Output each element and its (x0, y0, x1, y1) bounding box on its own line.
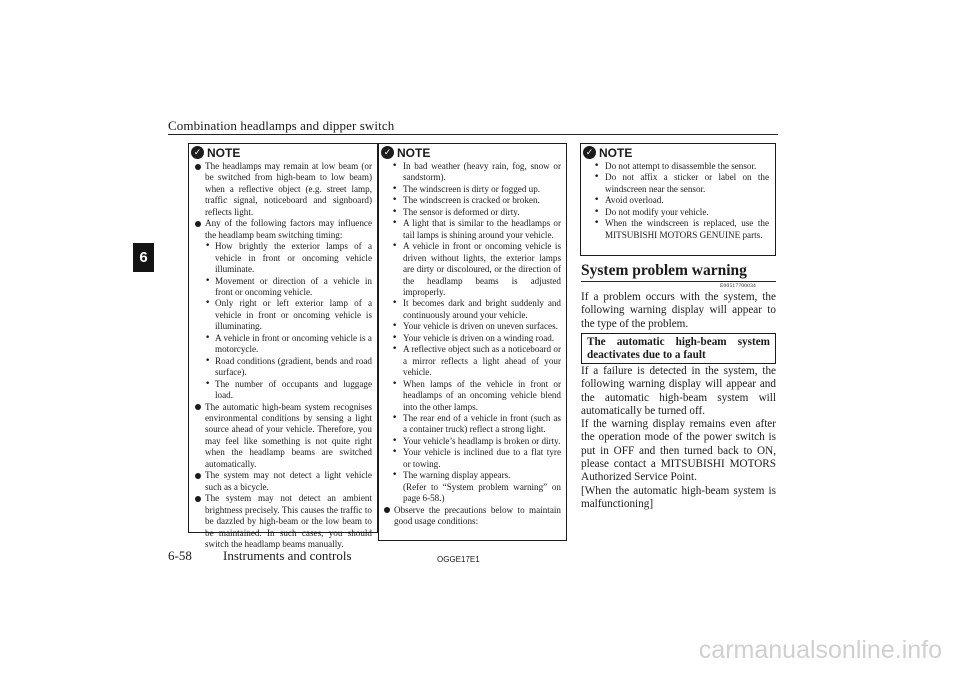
sub-list-item: • The rear end of a vehicle in front (such as a container truck) reflect a strong light. (383, 413, 561, 436)
list-item: Observe the precautions below to maintain good usage conditions: (383, 505, 561, 528)
sub-list-item: • Movement or direction of a vehicle in front or oncoming vehicle. (205, 276, 372, 299)
sub-list-item: • Your vehicle is driven on uneven surfaces. (383, 321, 561, 332)
paragraph: If a failure is detected in the system, the following warning display will appear and the automatic high-beam system will automatically be turned off. (581, 365, 776, 417)
page-header-title: Combination headlamps and dipper switch (168, 118, 395, 133)
note-body (581, 161, 775, 241)
note-header (189, 144, 377, 161)
note-label: NOTE (207, 145, 241, 160)
list-item (194, 218, 372, 401)
sub-list-item: • A light that is similar to the headlamps or tail lamps is shining around your vehicle. (383, 218, 561, 241)
sub-list-item: • Do not attempt to disassemble the sensor. (585, 161, 769, 172)
sub-list (383, 161, 561, 505)
section-title: System problem warning (581, 262, 747, 279)
sub-list-item: • Your vehicle is inclined due to a flat tyre or towing. (383, 447, 561, 470)
note-box-1 (188, 143, 378, 549)
sub-list-item: • The windscreen is dirty or fogged up. (383, 184, 561, 195)
sub-list-item: • It becomes dark and bright suddenly and continuously around your vehicle. (383, 298, 561, 321)
sub-list-item: • In bad weather (heavy rain, fog, snow or sandstorm). (383, 161, 561, 184)
note-check-icon: ✓ (583, 146, 596, 159)
sub-list-item: • The warning display appears. (383, 470, 561, 481)
sub-list-item: • Avoid overload. (585, 195, 769, 206)
sub-list-item: • When lamps of the vehicle in front or headlamps of an oncoming vehicle blend into the other lamps. (383, 379, 561, 413)
sub-list-item: • Do not affix a sticker or label on the windscreen near the sensor. (585, 172, 769, 195)
chapter-tab: 6 (133, 243, 154, 272)
subheading-box: The automatic high-beam system deactivates due to a fault (581, 333, 776, 364)
list-item: The headlamps may remain at low beam (or be switched from high-beam to low beam) when a reflective object (e.g. street lamp, traffic signal, noticeboard and signboard) reflects light. (194, 161, 372, 218)
paragraph: If the warning display remains even after the operation mode of the power switch is put in OFF and then turned back to ON, please contact a MITSUBISHI MOTORS Authorized Service Point. (581, 418, 776, 484)
header-rule (168, 134, 778, 135)
sub-list-item: • A vehicle in front or oncoming vehicle is driven without lights, the exterior lamps are dirty or discoloured, or the direction of the headlamp beams is adjusted improperly. (383, 241, 561, 298)
list-item: The system may not detect an ambient brightness precisely. This causes the traffic to be dazzled by high-beam or the low beam to be maintained. In such cases, you should switch the headlamp beams manually. (194, 493, 372, 550)
note-box-2 (378, 143, 567, 541)
note-label: NOTE (397, 145, 431, 160)
note-label: NOTE (599, 145, 633, 160)
note-check-icon: ✓ (381, 146, 394, 159)
note-check-icon: ✓ (191, 146, 204, 159)
list-item-text: Any of the following factors may influence the headlamp beam switching timing: (205, 218, 372, 240)
sub-list (205, 241, 372, 401)
sub-list-item: • A vehicle in front or oncoming vehicle is a motorcycle. (205, 333, 372, 356)
note-box-3 (580, 143, 776, 256)
sub-list-item: • Your vehicle’s headlamp is broken or dirty. (383, 436, 561, 447)
sub-list-item: • The sensor is deformed or dirty. (383, 207, 561, 218)
section-intro: If a problem occurs with the system, the following warning display will appear to the type of the problem. (581, 291, 776, 330)
section-body (581, 365, 776, 511)
footer-section-name: Instruments and controls (223, 548, 352, 563)
note-body (189, 161, 377, 550)
watermark: carmanualsonline.info (698, 636, 942, 664)
section-rule (581, 281, 776, 282)
sub-list-item: • Your vehicle is driven on a winding road. (383, 333, 561, 344)
sub-list-item: • When the windscreen is replaced, use the MITSUBISHI MOTORS GENUINE parts. (585, 218, 769, 241)
list-item: The system may not detect a light vehicle such as a bicycle. (194, 470, 372, 493)
note-body (379, 161, 566, 528)
sub-list-item: • Road conditions (gradient, bends and road surface). (205, 356, 372, 379)
sub-list-item: • Only right or left exterior lamp of a vehicle in front or oncoming vehicle is illuminating. (205, 298, 372, 332)
section-code: E00517700034 (720, 283, 757, 289)
sub-list-item: • How brightly the exterior lamps of a vehicle in front or oncoming vehicle illuminate. (205, 241, 372, 275)
sub-list-item: • A reflective object such as a noticeboard or a mirror reflects a light ahead of your vehicle. (383, 344, 561, 378)
footer-doc-code: OGGE17E1 (437, 555, 480, 564)
cross-reference: (Refer to “System problem warning” on page 6-58.) (403, 481, 561, 504)
sub-list (585, 161, 769, 241)
note-header (581, 144, 775, 161)
footer-page-number: 6-58 (168, 548, 192, 563)
paragraph: [When the automatic high-beam system is malfunctioning] (581, 484, 776, 510)
note-header (379, 144, 566, 161)
list-item: The automatic high-beam system recognises environmental conditions by sensing a light source ahead of your vehicle. Therefore, you may feel like something is not quite right when the headlamp beams are switched automatically. (194, 402, 372, 471)
sub-list-item: • The windscreen is cracked or broken. (383, 195, 561, 206)
sub-list-item: • The number of occupants and luggage load. (205, 379, 372, 402)
sub-list-item: • Do not modify your vehicle. (585, 207, 769, 218)
